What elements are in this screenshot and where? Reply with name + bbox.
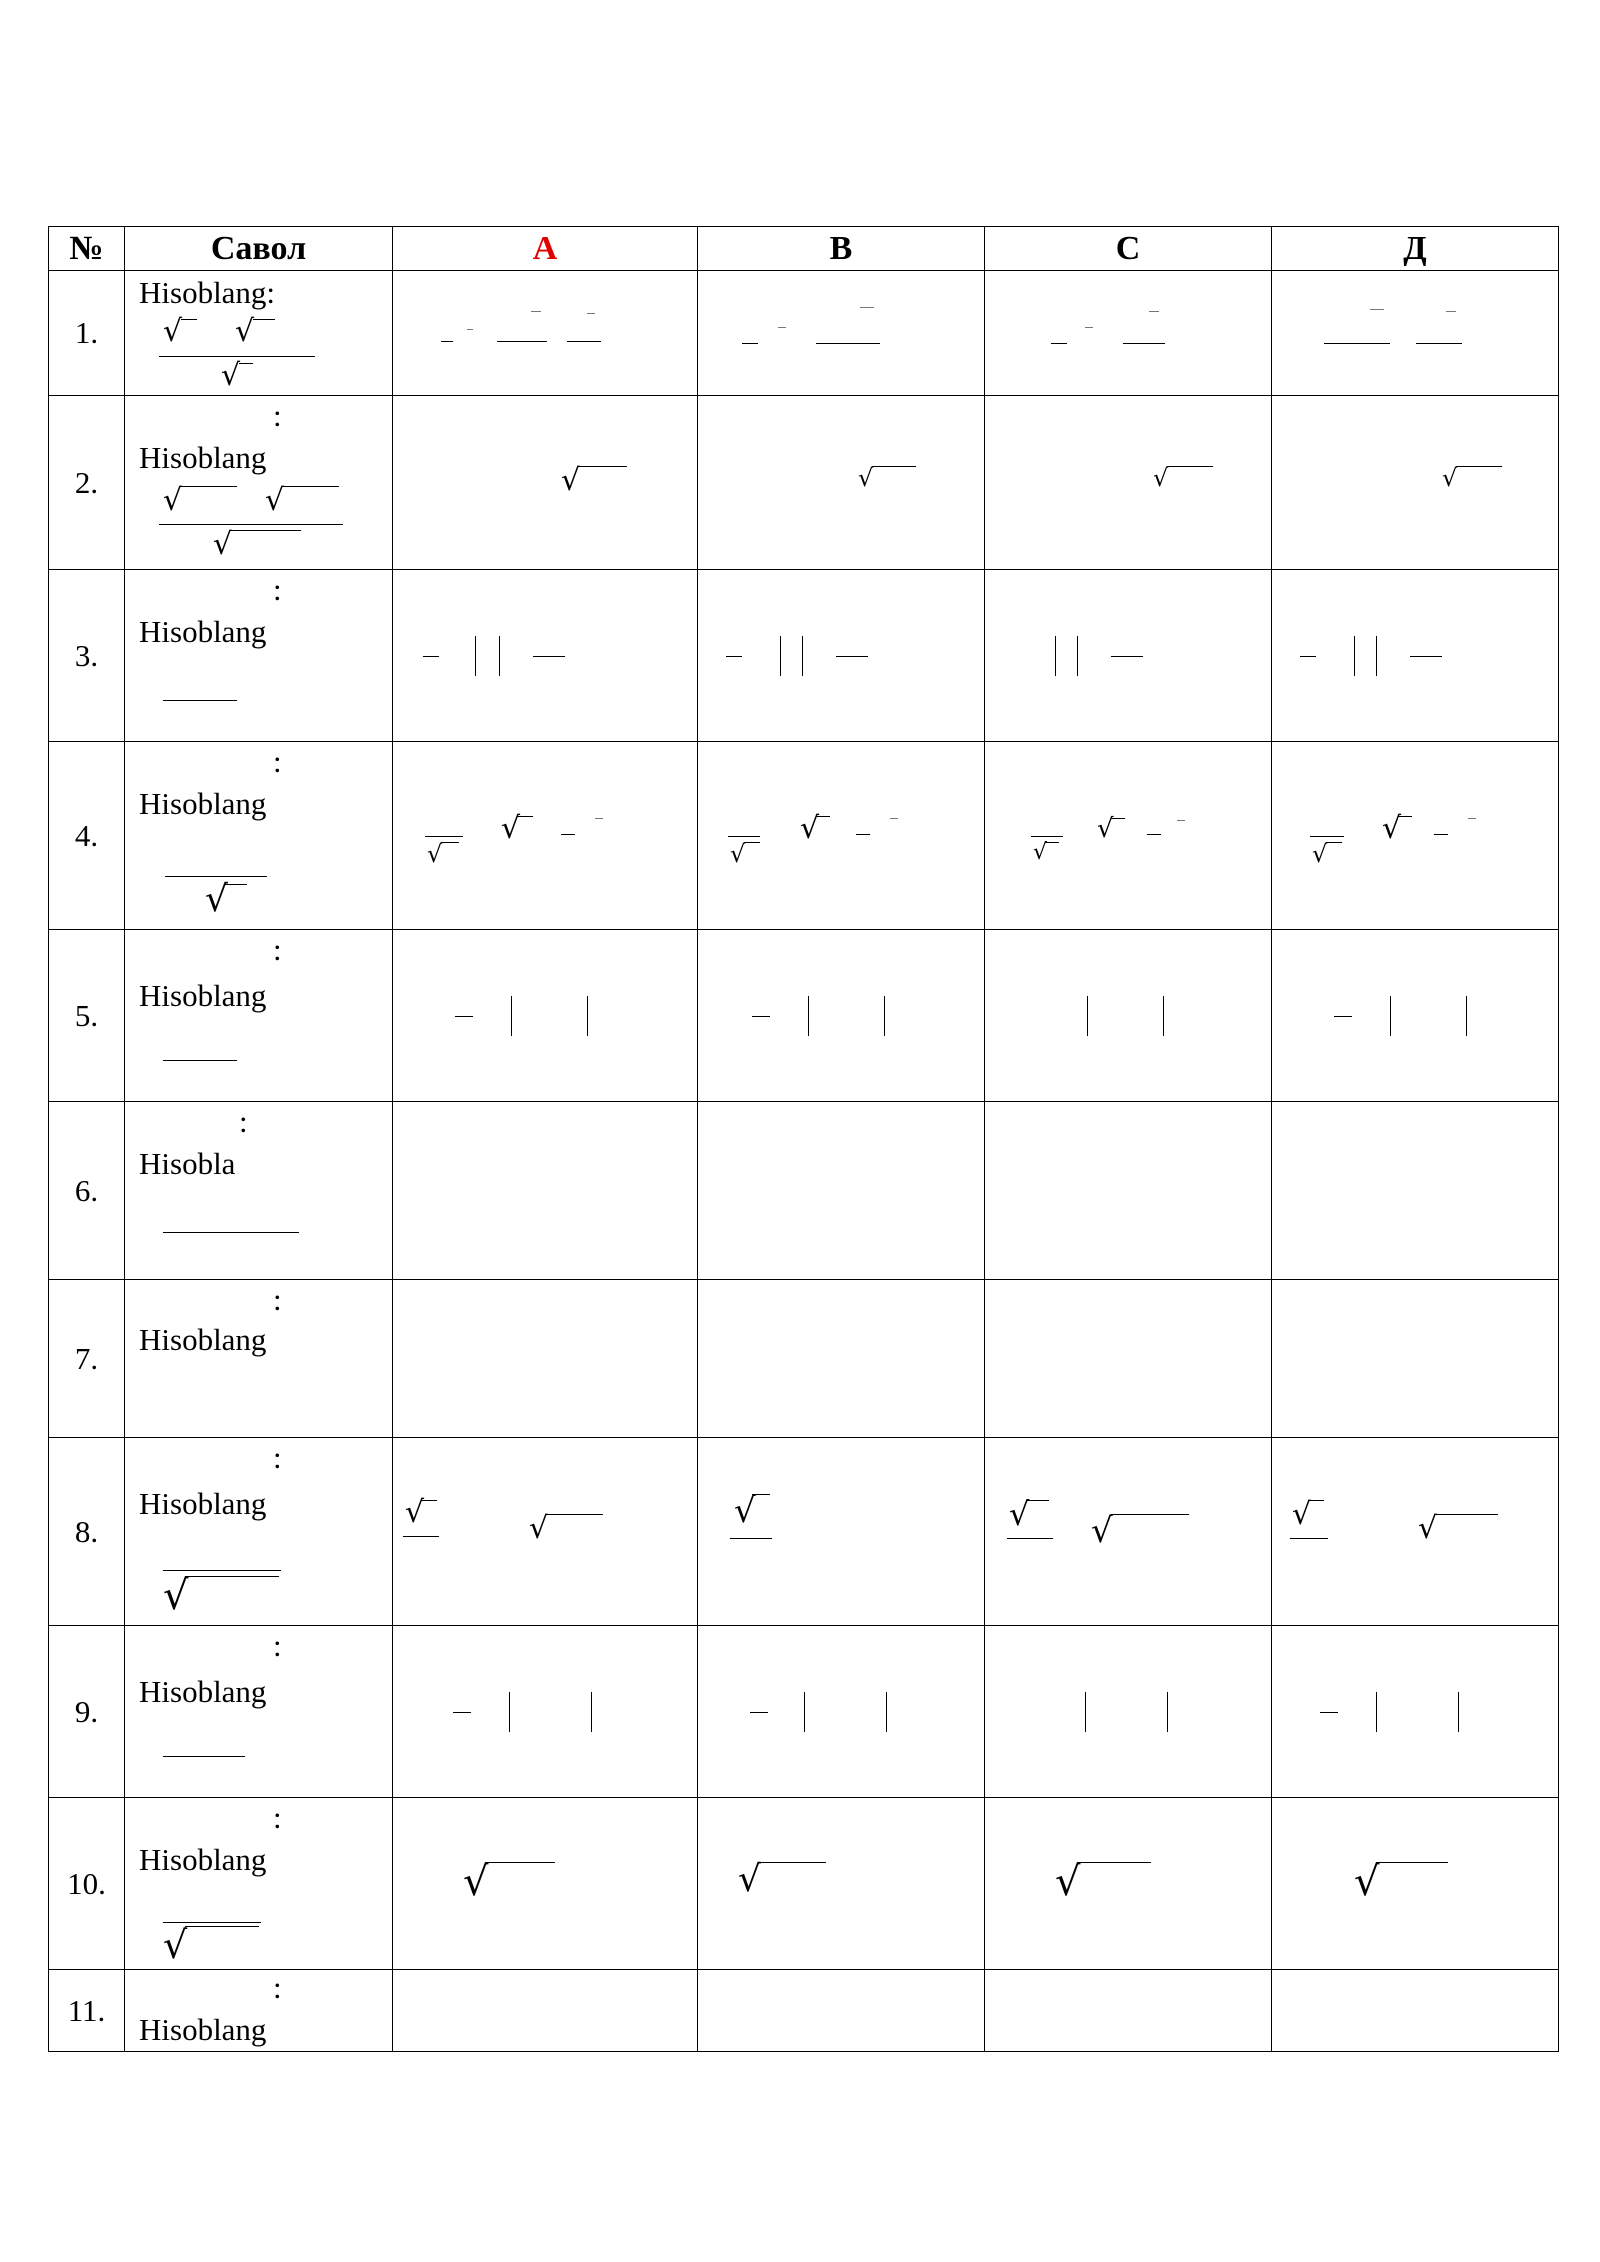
sqrt-icon: √	[734, 1491, 756, 1531]
question-number: 6.	[49, 1102, 125, 1280]
question-row-3	[49, 570, 1559, 742]
minus-mark	[561, 834, 575, 835]
fraction-bar	[1410, 656, 1442, 657]
minus-mark	[453, 1712, 471, 1713]
abs-bar	[1354, 636, 1355, 676]
radical-bar	[231, 530, 301, 531]
question-colon: :	[273, 932, 282, 967]
question-prompt: Hisoblang	[139, 440, 267, 475]
sqrt-icon: √	[1442, 464, 1458, 492]
question-cell	[125, 742, 393, 930]
abs-bar	[1466, 996, 1467, 1036]
question-cell	[125, 1970, 393, 2052]
fraction-bar	[497, 341, 547, 342]
radical-bar	[185, 1576, 279, 1577]
radical-bar	[517, 816, 533, 817]
minus-mark	[1468, 818, 1476, 819]
question-prompt: Hisoblang	[139, 614, 267, 649]
question-cell	[125, 1798, 393, 1970]
option-d-cell[interactable]	[1272, 1438, 1559, 1626]
option-d-cell[interactable]	[1272, 1102, 1559, 1280]
question-cell	[125, 271, 393, 396]
option-d-cell[interactable]	[1272, 930, 1559, 1102]
option-d-cell[interactable]	[1272, 396, 1559, 570]
fraction-bar	[159, 524, 343, 525]
option-c-cell[interactable]	[985, 1798, 1272, 1970]
minus-mark	[1147, 834, 1161, 835]
fraction-bar	[1310, 836, 1344, 837]
header-option-b: B	[698, 227, 985, 271]
sqrt-icon: √	[163, 483, 183, 518]
sqrt-icon: √	[858, 464, 874, 492]
sqrt-icon: √	[1009, 1495, 1030, 1533]
radical-bar	[1045, 842, 1059, 843]
minus-mark	[856, 834, 870, 835]
sqrt-icon: √	[529, 1511, 549, 1546]
abs-bar	[591, 1692, 592, 1732]
option-a-cell[interactable]	[393, 570, 698, 742]
minus-mark	[423, 656, 439, 657]
question-row-8	[49, 1438, 1559, 1626]
minus-mark	[1177, 820, 1185, 821]
radical-bar	[752, 1494, 770, 1495]
minus-mark	[890, 818, 898, 819]
option-d-cell[interactable]	[1272, 271, 1559, 396]
minus-mark	[778, 327, 786, 328]
option-c-cell[interactable]	[985, 1102, 1272, 1280]
abs-bar	[886, 1692, 887, 1732]
fraction-bar	[425, 836, 463, 837]
sqrt-icon: √	[463, 1859, 489, 1905]
abs-bar	[1376, 636, 1377, 676]
abs-bar	[1087, 996, 1088, 1036]
question-number: 9.	[49, 1626, 125, 1798]
fraction-bar	[1290, 1538, 1328, 1539]
radical-bar	[1111, 818, 1125, 819]
option-a-cell[interactable]	[393, 930, 698, 1102]
option-b-cell[interactable]	[698, 396, 985, 570]
abs-bar	[1390, 996, 1391, 1036]
option-b-cell[interactable]	[698, 742, 985, 930]
question-number: 2.	[49, 396, 125, 570]
question-colon: :	[273, 1440, 282, 1475]
radical-bar	[1111, 1514, 1189, 1515]
sqrt-icon: √	[1033, 840, 1048, 865]
question-number: 3.	[49, 570, 125, 742]
question-colon: :	[273, 1800, 282, 1835]
fraction-bar	[1123, 343, 1165, 344]
radical-bar	[1027, 1500, 1049, 1501]
option-c-cell[interactable]	[985, 570, 1272, 742]
fraction-bar	[567, 341, 601, 342]
sqrt-icon: √	[1097, 814, 1114, 844]
minus-mark	[1085, 327, 1093, 328]
abs-bar	[1055, 636, 1056, 676]
option-c-cell[interactable]	[985, 1970, 1272, 2052]
option-a-cell[interactable]	[393, 1798, 698, 1970]
option-c-cell[interactable]	[985, 930, 1272, 1102]
abs-bar	[587, 996, 588, 1036]
radical-bar	[758, 1862, 826, 1863]
minus-mark	[587, 313, 595, 314]
radical-bar	[421, 1500, 437, 1501]
minus-mark	[726, 656, 742, 657]
option-c-cell[interactable]	[985, 1626, 1272, 1798]
minus-mark	[1334, 1016, 1352, 1017]
sqrt-icon: √	[1292, 1497, 1312, 1532]
radical-bar	[545, 1514, 603, 1515]
option-b-cell[interactable]	[698, 1626, 985, 1798]
question-prompt: Hisoblang	[139, 1322, 267, 1357]
question-row-6	[49, 1102, 1559, 1280]
fraction-bar	[728, 836, 760, 837]
option-a-cell[interactable]	[393, 271, 698, 396]
sqrt-icon: √	[561, 463, 581, 498]
question-number: 7.	[49, 1280, 125, 1438]
sqrt-icon: √	[1354, 1859, 1380, 1905]
question-prompt: Hisoblang	[139, 1674, 267, 1709]
sqrt-icon: √	[427, 840, 443, 868]
option-a-cell[interactable]	[393, 1280, 698, 1438]
header-question: Савол	[125, 227, 393, 271]
sqrt-icon: √	[405, 1495, 425, 1530]
radical-bar	[1308, 1500, 1324, 1501]
option-d-cell[interactable]	[1272, 1970, 1559, 2052]
question-prompt: Hisoblang:	[139, 275, 276, 310]
question-cell	[125, 930, 393, 1102]
sqrt-icon: √	[1418, 1511, 1438, 1546]
abs-bar	[808, 996, 809, 1036]
radical-bar	[181, 319, 197, 320]
question-colon: :	[273, 1970, 282, 2005]
sqrt-icon: √	[163, 314, 183, 349]
sqrt-icon: √	[1055, 1859, 1081, 1905]
sqrt-icon: √	[1091, 1511, 1113, 1551]
abs-bar	[1167, 1692, 1168, 1732]
question-prompt: Hisoblang	[139, 1842, 267, 1877]
sqrt-icon: √	[1382, 811, 1402, 846]
option-d-cell[interactable]	[1272, 1280, 1559, 1438]
option-b-cell[interactable]	[698, 1798, 985, 1970]
question-number: 5.	[49, 930, 125, 1102]
sqrt-icon: √	[205, 879, 228, 920]
sqrt-icon: √	[221, 358, 241, 393]
header-option-d: Д	[1272, 227, 1559, 271]
option-a-cell[interactable]	[393, 1626, 698, 1798]
minus-mark	[1320, 1712, 1338, 1713]
question-prompt: Hisoblang	[139, 978, 267, 1013]
question-colon: :	[273, 744, 282, 779]
option-a-cell[interactable]	[393, 1970, 698, 2052]
sqrt-icon: √	[163, 1923, 188, 1967]
fraction-bar	[730, 1538, 772, 1539]
radical-bar	[872, 466, 916, 467]
option-c-cell[interactable]	[985, 742, 1272, 930]
question-number: 8.	[49, 1438, 125, 1626]
sqrt-icon: √	[163, 1573, 189, 1619]
radical-bar	[1456, 466, 1502, 467]
option-d-cell[interactable]	[1272, 1798, 1559, 1970]
question-prompt: Hisoblang	[139, 786, 267, 821]
sqrt-icon: √	[738, 1859, 761, 1900]
minus-mark	[1051, 343, 1067, 344]
option-d-cell[interactable]	[1272, 570, 1559, 742]
sqrt-icon: √	[213, 527, 233, 562]
abs-bar	[511, 996, 512, 1036]
fraction-bar	[163, 1570, 281, 1571]
minus-mark	[455, 1016, 473, 1017]
question-number: 11.	[49, 1970, 125, 2052]
question-colon: :	[239, 1104, 248, 1139]
fraction-bar	[1031, 836, 1063, 837]
radical-bar	[1376, 1862, 1448, 1863]
minus-mark	[750, 1712, 768, 1713]
abs-bar	[802, 636, 803, 676]
abs-bar	[780, 636, 781, 676]
radical-bar	[577, 466, 627, 467]
radical-bar	[1434, 1514, 1498, 1515]
radical-bar	[283, 486, 339, 487]
minus-mark	[1370, 309, 1384, 310]
option-b-cell[interactable]	[698, 570, 985, 742]
option-a-cell[interactable]	[393, 1438, 698, 1626]
fraction-bar	[816, 343, 880, 344]
question-prompt: Hisobla	[139, 1146, 236, 1181]
radical-bar	[1398, 816, 1412, 817]
question-row-5	[49, 930, 1559, 1102]
abs-bar	[1163, 996, 1164, 1036]
radical-bar	[744, 842, 760, 843]
option-b-cell[interactable]	[698, 1280, 985, 1438]
radical-bar	[816, 816, 830, 817]
abs-bar	[1085, 1692, 1086, 1732]
option-d-cell[interactable]	[1272, 742, 1559, 930]
abs-bar	[804, 1692, 805, 1732]
header-option-a: A	[393, 227, 698, 271]
fraction-bar	[403, 1536, 439, 1537]
radical-bar	[253, 319, 275, 320]
question-prompt: Hisoblang	[139, 1486, 267, 1521]
question-number: 1.	[49, 271, 125, 396]
question-row-11	[49, 1970, 1559, 2052]
fraction-bar	[1416, 343, 1462, 344]
quiz-table	[48, 226, 1559, 2052]
minus-mark	[860, 307, 874, 308]
fraction-bar	[1007, 1538, 1053, 1539]
minus-mark	[752, 1016, 770, 1017]
question-colon: :	[273, 398, 282, 433]
radical-bar	[441, 842, 459, 843]
fraction-bar	[1324, 343, 1390, 344]
fraction-bar	[1111, 656, 1143, 657]
abs-bar	[1458, 1692, 1459, 1732]
sqrt-icon: √	[235, 314, 255, 349]
fraction-bar	[163, 1060, 237, 1061]
fraction-bar	[836, 656, 868, 657]
option-c-cell[interactable]	[985, 271, 1272, 396]
fraction-bar	[159, 356, 315, 357]
question-colon: :	[273, 1282, 282, 1317]
abs-bar	[1077, 636, 1078, 676]
minus-mark	[595, 818, 603, 819]
option-d-cell[interactable]	[1272, 1626, 1559, 1798]
option-c-cell[interactable]	[985, 396, 1272, 570]
question-row-10	[49, 1798, 1559, 1970]
question-cell	[125, 1626, 393, 1798]
fraction-bar	[163, 1756, 245, 1757]
minus-mark	[742, 343, 758, 344]
question-row-1	[49, 271, 1559, 396]
radical-bar	[485, 1862, 555, 1863]
sqrt-icon: √	[265, 483, 285, 518]
radical-bar	[1077, 1862, 1151, 1863]
abs-bar	[509, 1692, 510, 1732]
radical-bar	[1167, 466, 1213, 467]
radical-bar	[181, 486, 237, 487]
sqrt-icon: √	[800, 811, 820, 846]
radical-bar	[1326, 842, 1342, 843]
question-prompt: Hisoblang	[139, 2012, 267, 2047]
minus-mark	[1300, 656, 1316, 657]
option-c-cell[interactable]	[985, 1280, 1272, 1438]
option-c-cell[interactable]	[985, 1438, 1272, 1626]
sqrt-icon: √	[501, 811, 521, 846]
question-cell	[125, 1438, 393, 1626]
question-colon: :	[273, 1628, 282, 1663]
sqrt-icon: √	[1153, 464, 1169, 492]
abs-bar	[884, 996, 885, 1036]
minus-mark	[441, 341, 453, 342]
header-option-c: C	[985, 227, 1272, 271]
sqrt-icon: √	[730, 840, 746, 868]
option-a-cell[interactable]	[393, 396, 698, 570]
radical-bar	[239, 363, 253, 364]
minus-mark	[1446, 311, 1456, 312]
question-number: 4.	[49, 742, 125, 930]
question-cell	[125, 396, 393, 570]
question-row-4	[49, 742, 1559, 930]
sqrt-icon: √	[1312, 840, 1328, 868]
option-b-cell[interactable]	[698, 1102, 985, 1280]
fraction-bar	[163, 700, 237, 701]
abs-bar	[499, 636, 500, 676]
radical-bar	[225, 884, 247, 885]
question-cell	[125, 570, 393, 742]
question-cell	[125, 1102, 393, 1280]
minus-mark	[1149, 311, 1159, 312]
header-number: №	[49, 227, 125, 271]
question-number: 10.	[49, 1798, 125, 1970]
minus-mark	[467, 329, 473, 330]
question-row-9	[49, 1626, 1559, 1798]
option-b-cell[interactable]	[698, 1438, 985, 1626]
radical-bar	[185, 1926, 259, 1927]
header-row	[49, 227, 1559, 271]
abs-bar	[1376, 1692, 1377, 1732]
minus-mark	[1434, 834, 1448, 835]
option-b-cell[interactable]	[698, 271, 985, 396]
fraction-bar	[165, 876, 267, 877]
abs-bar	[475, 636, 476, 676]
option-b-cell[interactable]	[698, 930, 985, 1102]
minus-mark	[531, 311, 541, 312]
option-a-cell[interactable]	[393, 1102, 698, 1280]
question-colon: :	[273, 572, 282, 607]
question-cell	[125, 1280, 393, 1438]
question-row-2	[49, 396, 1559, 570]
option-b-cell[interactable]	[698, 1970, 985, 2052]
fraction-bar	[163, 1232, 299, 1233]
fraction-bar	[533, 656, 565, 657]
question-row-7	[49, 1280, 1559, 1438]
option-a-cell[interactable]	[393, 742, 698, 930]
